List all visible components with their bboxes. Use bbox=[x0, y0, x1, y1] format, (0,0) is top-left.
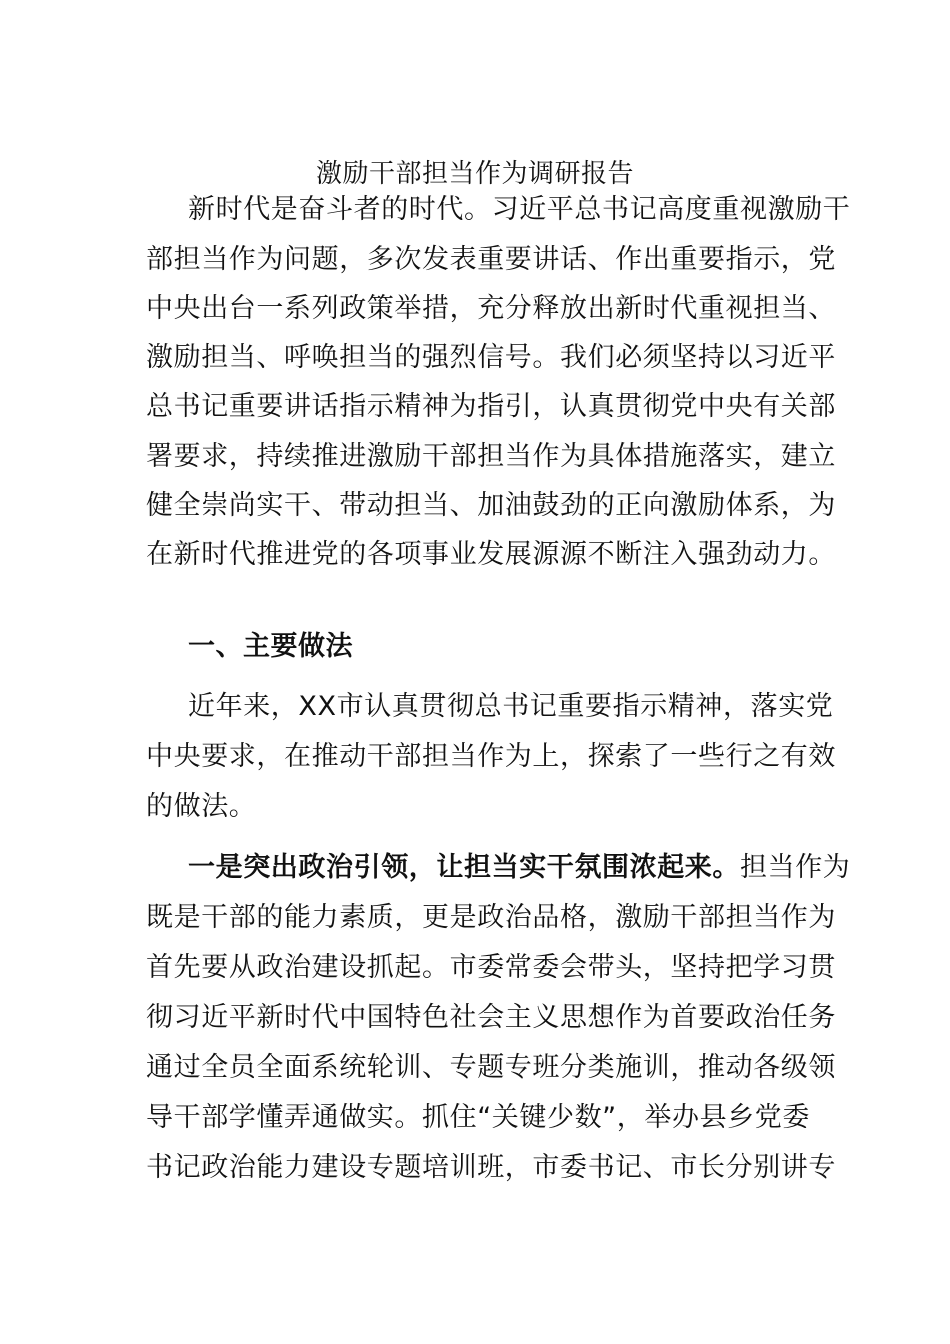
paragraph-line: 通过全员全面系统轮训、专题专班分类施训，推动各级领 bbox=[146, 1052, 836, 1083]
paragraph-line: 激励担当、呼唤担当的强烈信号。我们必须坚持以习近平 bbox=[146, 342, 836, 373]
point-text: 担当作为 bbox=[740, 852, 851, 883]
paragraph-line: 导干部学懂弄通做实。抓住“关键少数”，举办县乡党委 bbox=[146, 1102, 810, 1133]
paragraph-line: 新时代是奋斗者的时代。习近平总书记高度重视激励干 bbox=[188, 194, 851, 225]
paragraph-line bbox=[188, 848, 850, 888]
point-heading: 一是突出政治引领，让担当实干氛围浓起来。 bbox=[188, 852, 740, 883]
paragraph-line: 近年来，XX市认真贯彻总书记重要指示精神，落实党 bbox=[188, 691, 834, 722]
paragraph-line: 中央要求，在推动干部担当作为上，探索了一些行之有效 bbox=[146, 741, 836, 772]
paragraph-line: 书记政治能力建设专题培训班，市委书记、市长分别讲专 bbox=[146, 1152, 836, 1183]
paragraph-line: 的做法。 bbox=[146, 791, 257, 822]
paragraph-line: 首先要从政治建设抓起。市委常委会带头，坚持把学习贯 bbox=[146, 952, 836, 983]
paragraph-line: 部担当作为问题，多次发表重要讲话、作出重要指示，党 bbox=[146, 244, 836, 275]
paragraph-line: 总书记重要讲话指示精神为指引，认真贯彻党中央有关部 bbox=[146, 391, 836, 422]
paragraph-line: 彻习近平新时代中国特色社会主义思想作为首要政治任务 bbox=[146, 1002, 836, 1033]
paragraph-line: 署要求，持续推进激励干部担当作为具体措施落实，建立 bbox=[146, 441, 836, 472]
paragraph-line: 在新时代推进党的各项事业发展源源不断注入强劲动力。 bbox=[146, 539, 836, 570]
document-title: 激励干部担当作为调研报告 bbox=[315, 159, 634, 189]
paragraph-line: 健全崇尚实干、带动担当、加油鼓劲的正向激励体系，为 bbox=[146, 490, 836, 521]
paragraph-line: 中央出台一系列政策举措，充分释放出新时代重视担当、 bbox=[146, 293, 836, 324]
paragraph-line: 既是干部的能力素质，更是政治品格，激励干部担当作为 bbox=[146, 902, 836, 933]
section-heading: 一、主要做法 bbox=[188, 631, 353, 662]
